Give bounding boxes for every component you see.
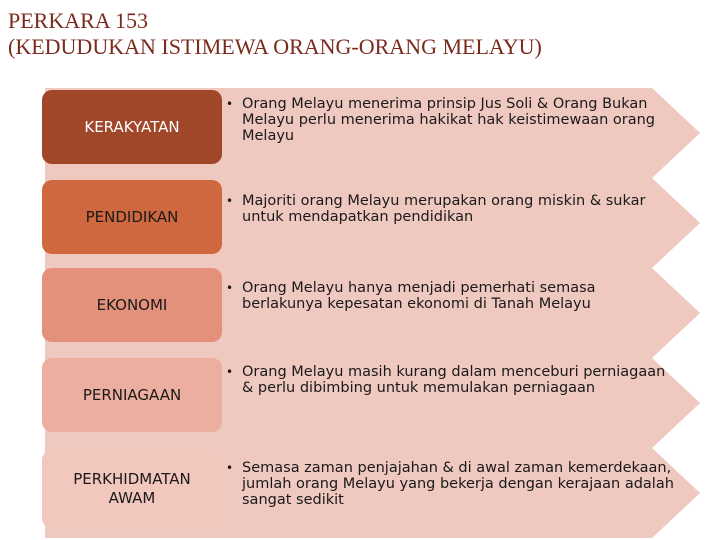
description-text: Majoriti orang Melayu merupakan orang miskin & sukar untuk mendapatkan pendidikan	[242, 193, 646, 225]
bullet: •	[226, 281, 234, 295]
category-label: PENDIDIKAN	[85, 207, 179, 226]
category-label: PERKHIDMATAN AWAM	[73, 470, 191, 507]
description-perniagaan	[226, 364, 676, 396]
description-text: Orang Melayu hanya menjadi pemerhati semasa berlakunya kepesatan ekonomi di Tanah Melayu	[242, 280, 596, 312]
bullet: •	[226, 97, 234, 111]
description-text: Semasa zaman penjajahan & di awal zaman kemerdekaan, jumlah orang Melayu yang bekerja dengan kerajaan adalah sangat sedikit	[242, 460, 674, 508]
category-box-pendidikan	[42, 180, 222, 254]
description-ekonomi	[226, 280, 676, 312]
category-box-perniagaan	[42, 358, 222, 432]
category-label: KERAKYATAN	[84, 117, 180, 136]
bullet: •	[226, 194, 234, 208]
category-box-ekonomi	[42, 268, 222, 342]
category-box-perkhidmatan-awam	[42, 450, 222, 528]
description-perkhidmatan-awam	[226, 460, 676, 508]
bullet: •	[226, 365, 234, 379]
description-text: Orang Melayu masih kurang dalam menceburi perniagaan & perlu dibimbing untuk memulakan perniagaan	[242, 364, 666, 396]
description-kerakyatan	[226, 96, 676, 144]
description-text: Orang Melayu menerima prinsip Jus Soli & Orang Bukan Melayu perlu menerima hakikat hak keistimewaan orang Melayu	[242, 96, 655, 144]
title-line-1: PERKARA 153	[8, 8, 148, 33]
bullet: •	[226, 461, 234, 475]
category-label: PERNIAGAAN	[82, 385, 182, 404]
title-line-2: (KEDUDUKAN ISTIMEWA ORANG-ORANG MELAYU)	[8, 34, 542, 59]
description-pendidikan	[226, 193, 676, 225]
category-label: EKONOMI	[96, 295, 168, 314]
category-box-kerakyatan	[42, 90, 222, 164]
